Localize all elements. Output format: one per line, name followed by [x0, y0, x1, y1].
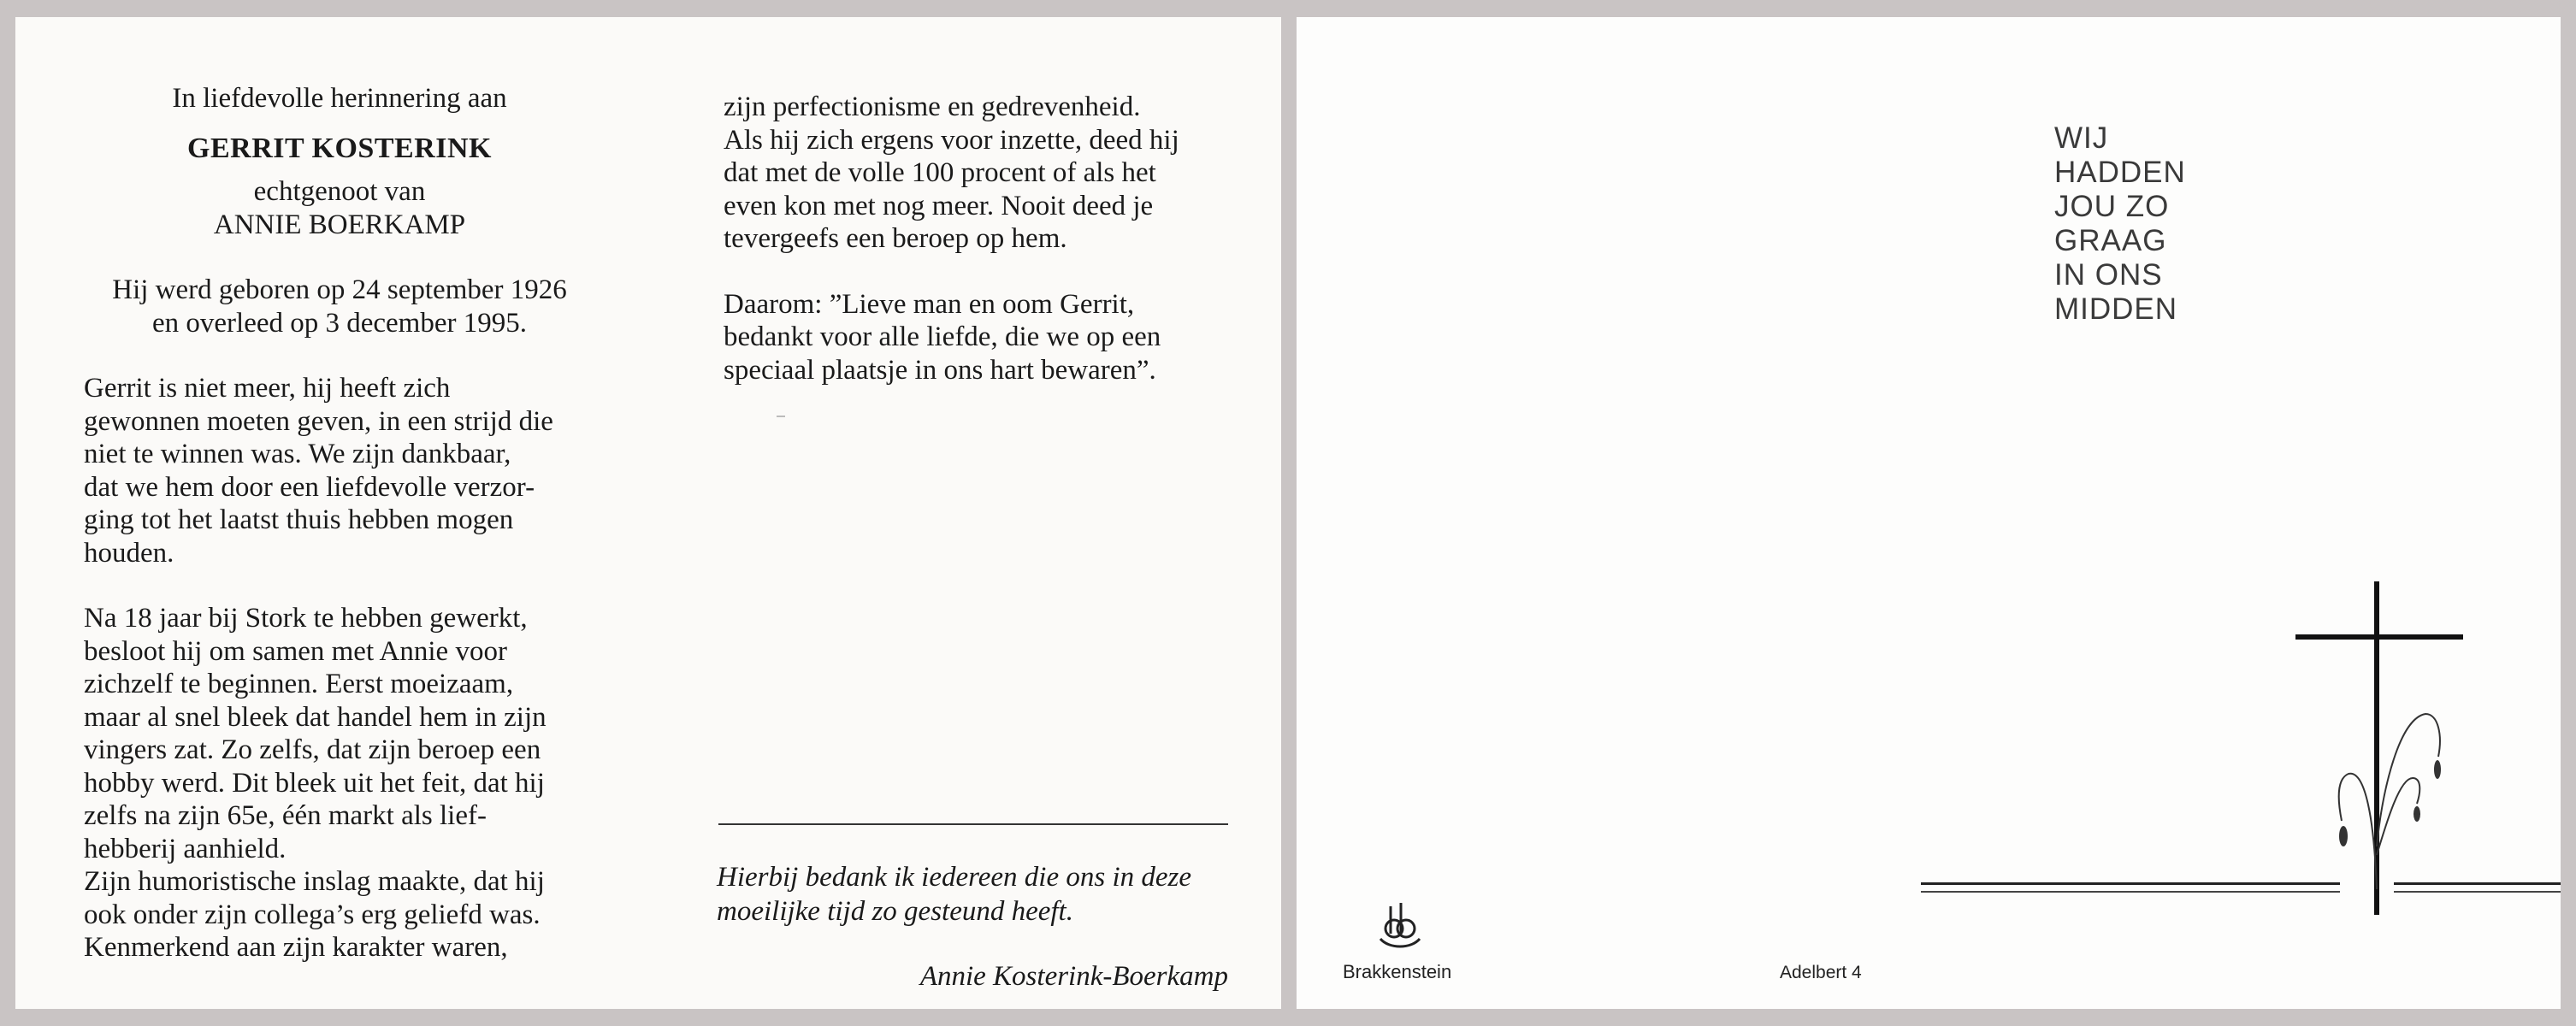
spacer — [724, 256, 1235, 288]
text-line: hebberij aanhield. — [84, 833, 287, 864]
memorial-text-column-2 — [724, 91, 1235, 386]
paragraph-3 — [724, 91, 1235, 256]
memorial-text-column-1 — [84, 82, 595, 964]
text-line: Hierbij bedank ik iedereen die ons in deze — [717, 862, 1192, 893]
text-line: dat met de volle 100 procent of als het — [724, 157, 1156, 188]
poem-line: JOU ZO — [2054, 190, 2170, 223]
text-line: niet te winnen was. We zijn dankbaar, — [84, 439, 511, 469]
poem-line: GRAAG — [2054, 224, 2167, 257]
text-line: bedankt voor alle liefde, die we op een — [724, 321, 1161, 352]
spacer — [84, 241, 595, 274]
text-line: hobby werd. Dit bleek uit het feit, dat hij — [84, 767, 545, 799]
text-line: speciaal plaatsje in ons hart bewaren”. — [724, 354, 1156, 386]
text-line: maar al snel bleek dat handel hem in zijn — [84, 701, 547, 733]
text-line: zelfs na zijn 65e, één markt als lief- — [84, 800, 487, 831]
poem-text — [2054, 121, 2186, 327]
text-line: ging tot het laatst thuis hebben mogen — [84, 504, 514, 535]
text-line: Kenmerkend aan zijn karakter waren, — [84, 932, 508, 963]
text-line: gewonnen moeten geven, in een strijd die — [84, 405, 553, 437]
deceased-name: GERRIT KOSTERINK — [187, 132, 492, 164]
text-line: Gerrit is niet meer, hij heeft zich — [84, 373, 451, 404]
text-line: besloot hij om samen met Annie voor — [84, 635, 507, 667]
text-line: ook onder zijn collega’s erg geliefd was. — [84, 899, 541, 930]
text-line: Na 18 jaar bij Stork te hebben gewerkt, — [84, 603, 528, 634]
spacer — [84, 569, 595, 602]
intro-line: In liefdevolle herinnering aan — [172, 83, 507, 114]
publisher-name: Brakkenstein — [1343, 961, 1452, 982]
text-line: zichzelf te beginnen. Eerst moeizaam, — [84, 669, 514, 699]
card-right-page — [1297, 17, 2561, 1009]
spacer — [84, 339, 595, 372]
paragraph-1 — [84, 372, 595, 569]
text-line: dat we hem door een liefdevolle verzor- — [84, 471, 535, 503]
signature: Annie Kosterink-Boerkamp — [919, 961, 1228, 992]
text-line: even kon met nog meer. Nooit deed je — [724, 190, 1154, 221]
spouse-name: ANNIE BOERKAMP — [213, 209, 466, 240]
text-line: houden. — [84, 537, 174, 569]
text-line: Als hij zich ergens voor inzette, deed hij — [724, 124, 1179, 156]
cross-with-flowers-icon — [1921, 564, 2561, 923]
paragraph-4 — [724, 288, 1235, 387]
text-line: zijn perfectionisme en gedrevenheid. — [724, 91, 1141, 122]
birth-line: Hij werd geboren op 24 september 1926 — [112, 274, 567, 305]
divider-line — [718, 823, 1228, 825]
relation-line: echtgenoot van — [253, 176, 426, 207]
text-line: moeilijke tijd zo gesteund heeft. — [717, 896, 1073, 927]
text-line: Daarom: ”Lieve man en oom Gerrit, — [724, 288, 1135, 320]
thanks-note — [717, 860, 1238, 929]
paragraph-2 — [84, 602, 595, 964]
death-line: en overleed op 3 december 1995. — [152, 307, 527, 339]
text-line: tevergeefs een beroep op hem. — [724, 223, 1067, 254]
brakkenstein-logo-icon — [1375, 899, 1425, 952]
card-left-page — [15, 17, 1281, 1009]
poem-line: IN ONS — [2054, 258, 2163, 292]
poem-line: MIDDEN — [2054, 292, 2178, 326]
poem-line: HADDEN — [2054, 156, 2186, 189]
text-line: vingers zat. Zo zelfs, dat zijn beroep een — [84, 734, 541, 765]
text-line: Zijn humoristische inslag maakte, dat hij — [84, 866, 545, 897]
card-code: Adelbert 4 — [1780, 963, 1862, 982]
print-speck — [777, 416, 785, 417]
poem-line: WIJ — [2054, 121, 2109, 155]
